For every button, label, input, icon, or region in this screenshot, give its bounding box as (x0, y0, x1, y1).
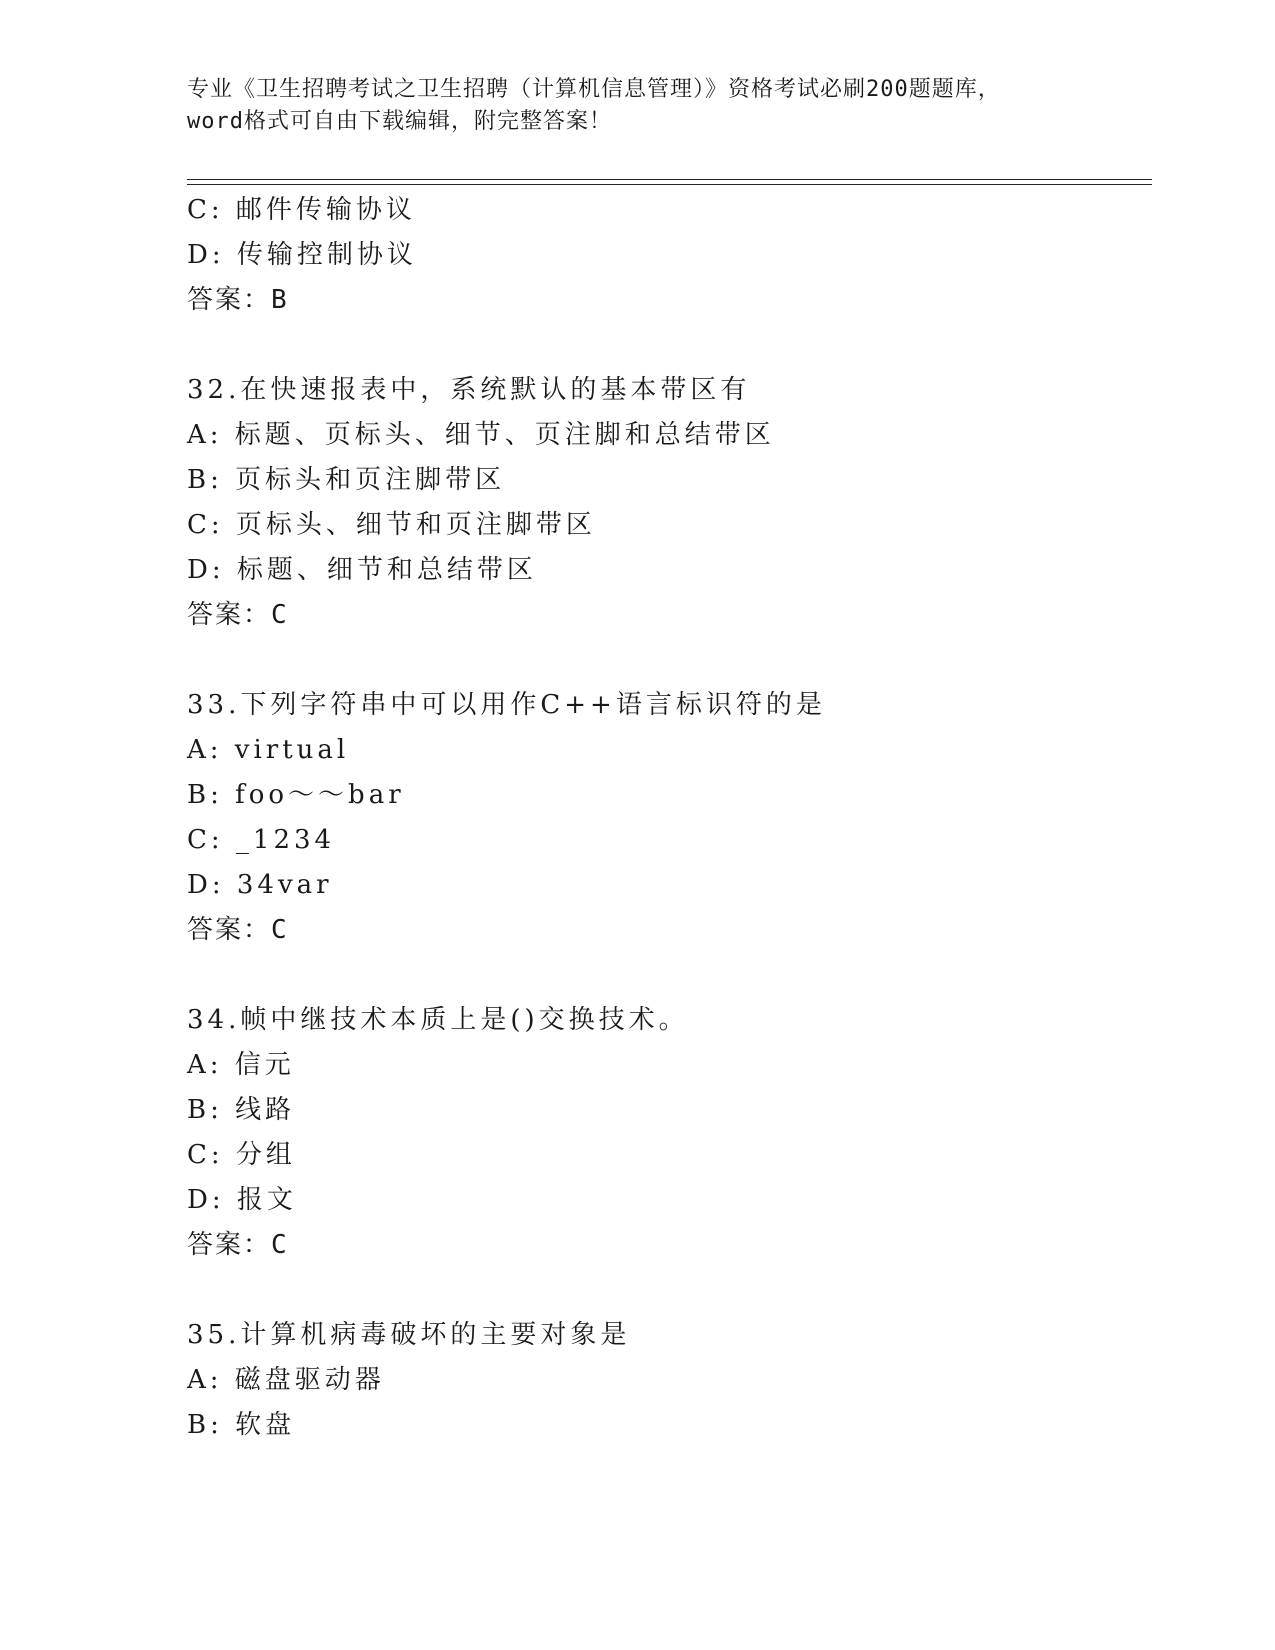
q35-option-a: A: 磁盘驱动器 (187, 1365, 385, 1395)
q32-option-c: C: 页标头、细节和页注脚带区 (187, 510, 596, 540)
q34-option-d: D: 报文 (187, 1185, 297, 1215)
q32-option-b: B: 页标头和页注脚带区 (187, 465, 506, 495)
q32-question: 32.在快速报表中，系统默认的基本带区有 (187, 375, 751, 405)
q33-answer: 答案：C (187, 915, 289, 945)
header-divider-top (187, 179, 1152, 180)
header-line-1: 专业《卫生招聘考试之卫生招聘（计算机信息管理）》资格考试必刷200题题库， (187, 77, 1001, 102)
q34-option-c: C: 分组 (187, 1140, 296, 1170)
q33-option-a: A: virtual (187, 735, 350, 765)
q33-option-d: D: 34var (187, 870, 333, 900)
document-header (187, 74, 1087, 138)
q31-option-d: D: 传输控制协议 (187, 240, 417, 270)
q34-question: 34.帧中继技术本质上是()交换技术。 (187, 1005, 689, 1035)
q33-option-b: B: foo～～bar (187, 780, 405, 810)
q33-option-c: C: _1234 (187, 825, 336, 855)
q31-option-c: C: 邮件传输协议 (187, 195, 416, 225)
q32-option-d: D: 标题、细节和总结带区 (187, 555, 537, 585)
q35-question: 35.计算机病毒破坏的主要对象是 (187, 1320, 631, 1350)
q35-option-b: B: 软盘 (187, 1410, 296, 1440)
q33-question: 33.下列字符串中可以用作C++语言标识符的是 (187, 690, 826, 720)
q34-option-a: A: 信元 (187, 1050, 295, 1080)
q31-answer: 答案：B (187, 285, 289, 315)
q34-answer: 答案：C (187, 1230, 289, 1260)
header-divider-bottom (187, 184, 1152, 185)
q32-answer: 答案：C (187, 600, 289, 630)
q34-option-b: B: 线路 (187, 1095, 296, 1125)
header-line-2: word格式可自由下载编辑，附完整答案！ (187, 109, 612, 134)
q32-option-a: A: 标题、页标头、细节、页注脚和总结带区 (187, 420, 775, 450)
